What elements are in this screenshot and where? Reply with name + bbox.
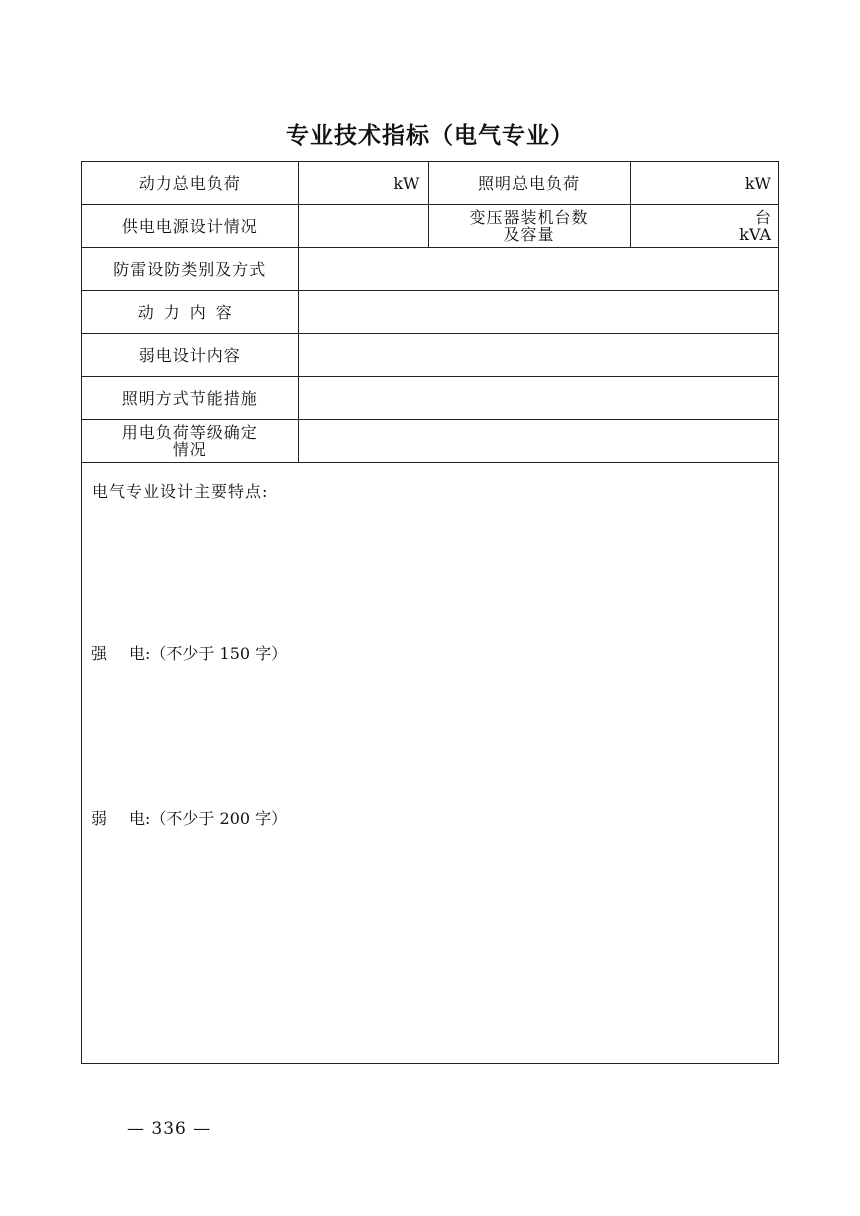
lightning-protection-field[interactable] bbox=[298, 248, 779, 291]
page-number: — 336 — bbox=[127, 1119, 212, 1139]
lighting-load-label: 照明总电负荷 bbox=[428, 162, 630, 205]
table-row bbox=[82, 205, 779, 248]
power-supply-field[interactable] bbox=[298, 205, 428, 248]
weak-current-label-b: 电: bbox=[129, 809, 151, 828]
weak-current-content-field[interactable] bbox=[298, 334, 779, 377]
design-features-area[interactable] bbox=[82, 463, 778, 1063]
load-grade-label bbox=[82, 420, 298, 463]
lighting-load-unit[interactable]: kW bbox=[630, 162, 779, 205]
transformer-unit-capacity: kVA bbox=[739, 225, 771, 244]
power-load-label: 动力总电负荷 bbox=[82, 162, 298, 205]
table-row bbox=[82, 291, 779, 334]
lightning-protection-label: 防雷设防类别及方式 bbox=[82, 248, 298, 291]
power-load-unit[interactable]: kW bbox=[298, 162, 428, 205]
strong-current-note: （不少于 150 字） bbox=[150, 644, 288, 663]
power-supply-label: 供电电源设计情况 bbox=[82, 205, 298, 248]
table-row bbox=[82, 334, 779, 377]
load-grade-label-line2: 情况 bbox=[172, 440, 207, 459]
transformer-label-line2: 及容量 bbox=[503, 225, 555, 244]
page-title: 专业技术指标（电气专业） bbox=[286, 123, 574, 149]
transformer-label bbox=[428, 205, 630, 248]
weak-current-section bbox=[91, 806, 287, 829]
strong-current-label-a: 强 bbox=[91, 644, 108, 663]
power-content-field[interactable] bbox=[298, 291, 779, 334]
lighting-energy-saving-label: 照明方式节能措施 bbox=[82, 377, 298, 420]
table-row bbox=[82, 248, 779, 291]
strong-current-section bbox=[91, 641, 287, 664]
strong-current-label-b: 电: bbox=[129, 644, 151, 663]
weak-current-label-a: 弱 bbox=[91, 809, 108, 828]
transformer-unit-count: 台 bbox=[754, 208, 771, 227]
weak-current-content-label: 弱电设计内容 bbox=[82, 334, 298, 377]
load-grade-field[interactable] bbox=[298, 420, 779, 463]
table-row bbox=[82, 162, 779, 205]
power-content-label: 动力内容 bbox=[82, 291, 298, 334]
indicators-table bbox=[82, 162, 779, 463]
lighting-energy-saving-field[interactable] bbox=[298, 377, 779, 420]
weak-current-note: （不少于 200 字） bbox=[150, 809, 288, 828]
transformer-label-line1: 变压器装机台数 bbox=[469, 208, 589, 227]
table-row bbox=[82, 377, 779, 420]
table-row bbox=[82, 420, 779, 463]
load-grade-label-line1: 用电负荷等级确定 bbox=[121, 423, 258, 442]
electrical-indicators-form bbox=[81, 161, 779, 1064]
transformer-unit-field[interactable] bbox=[630, 205, 779, 248]
design-features-heading: 电气专业设计主要特点: bbox=[92, 482, 269, 501]
